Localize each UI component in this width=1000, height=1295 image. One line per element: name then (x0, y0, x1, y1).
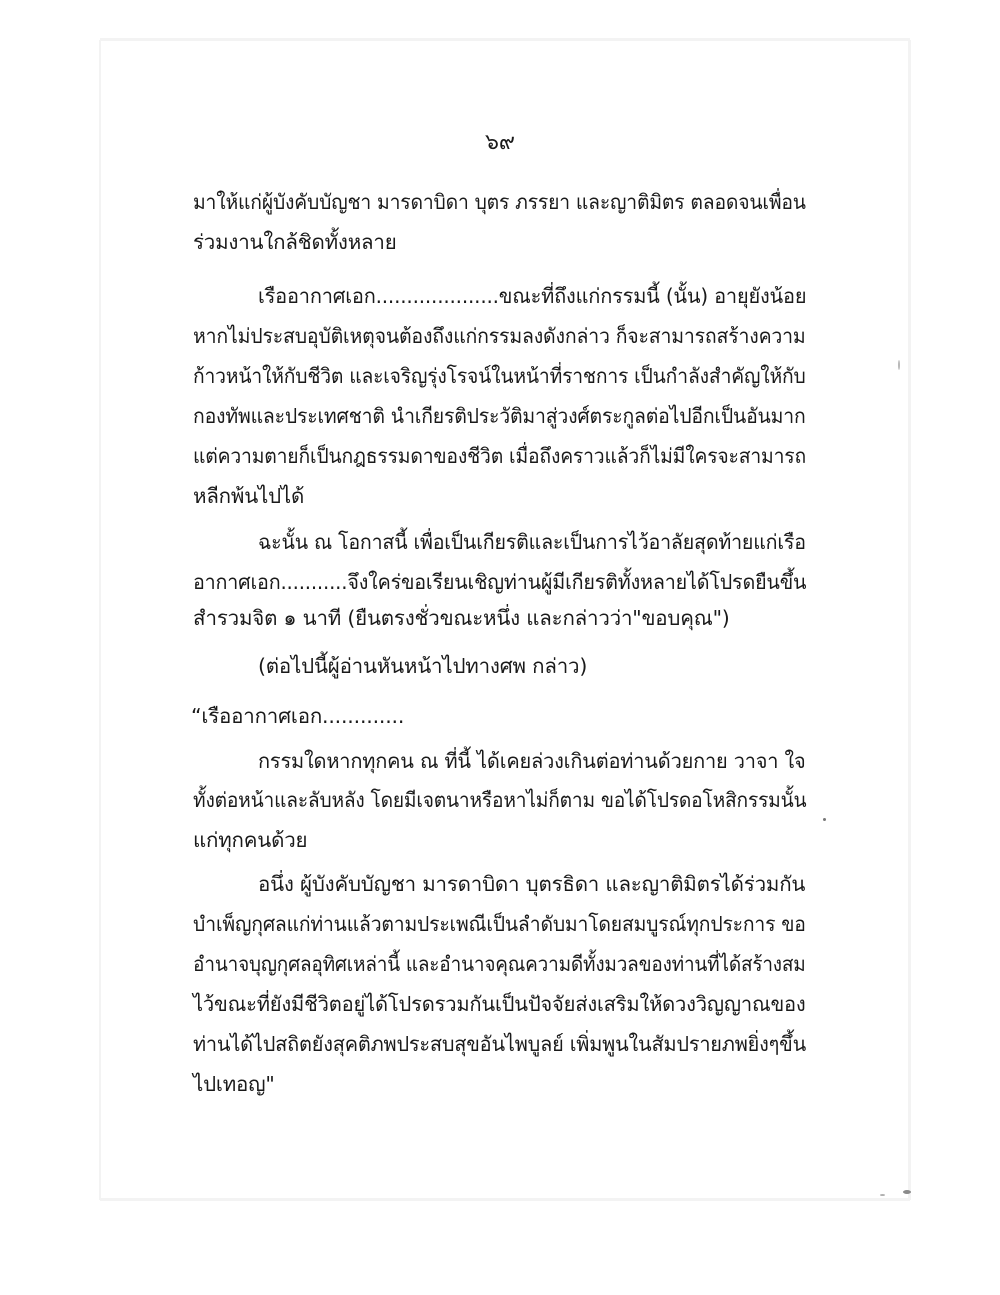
paragraph-7-line-4: ไว้ขณะที่ยังมีชีวิตอยู่ได้โปรดรวมกันเป็นปัจจัยส่งเสริมให้ดวงวิญญาณของ (193, 992, 806, 1016)
paragraph-2-line-2: หากไม่ประสบอุบัติเหตุจนต้องถึงแก่กรรมลงดังกล่าว ก็จะสามารถสร้างความ (193, 324, 806, 348)
paragraph-4-line-1: (ต่อไปนี้ผู้อ่านหันหน้าไปทางศพ กล่าว) (258, 654, 588, 678)
paragraph-1-line-1: มาให้แก่ผู้บังคับบัญชา มารดาบิดา บุตร ภรรยา และญาติมิตร ตลอดจนเพื่อน (193, 190, 806, 214)
paragraph-2-line-5: แต่ความตายก็เป็นกฎธรรมดาของชีวิต เมื่อถึงคราวแล้วก็ไม่มีใครจะสามารถ (193, 444, 806, 468)
paragraph-6-line-3: แก่ทุกคนด้วย (193, 828, 308, 852)
paragraph-3-line-1: ฉะนั้น ณ โอกาสนี้ เพื่อเป็นเกียรติและเป็นการไว้อาลัยสุดท้ายแก่เรือ (258, 530, 806, 554)
scan-edge-right (908, 40, 911, 1200)
scan-edge-left (99, 40, 101, 1200)
scan-speck (898, 360, 900, 370)
paragraph-2-line-4: กองทัพและประเทศชาติ นำเกียรติประวัติมาสู่วงศ์ตระกูลต่อไปอีกเป็นอันมาก (193, 404, 806, 428)
paragraph-3-line-2: อากาศเอก...........จึงใคร่ขอเรียนเชิญท่านผู้มีเกียรติทั้งหลายได้โปรดยืนขึ้น (193, 570, 807, 594)
scan-speck (823, 818, 826, 821)
paragraph-5-line-1: “เรืออากาศเอก............. (191, 704, 405, 728)
paragraph-2-line-3: ก้าวหน้าให้กับชีวิต และเจริญรุ่งโรจน์ในหน้าที่ราชการ เป็นกำลังสำคัญให้กับ (193, 364, 806, 388)
paragraph-7-line-1: อนึ่ง ผู้บังคับบัญชา มารดาบิดา บุตรธิดา และญาติมิตรได้ร่วมกัน (258, 872, 806, 896)
page-number: ๖๙ (484, 130, 516, 155)
paragraph-1-line-2: ร่วมงานใกล้ชิดทั้งหลาย (193, 230, 397, 254)
paragraph-6-line-1: กรรมใดหากทุกคน ณ ที่นี้ ได้เคยล่วงเกินต่อท่านด้วยกาย วาจา ใจ (258, 749, 806, 773)
scan-speck (880, 1194, 885, 1196)
paragraph-7-line-6: ไปเทอญ" (193, 1072, 275, 1096)
paragraph-2-line-6: หลีกพ้นไปได้ (193, 484, 305, 508)
scan-edge-bottom (100, 1198, 910, 1201)
scan-speck (903, 1190, 911, 1194)
paragraph-7-line-2: บำเพ็ญกุศลแก่ท่านแล้วตามประเพณีเป็นลำดับมาโดยสมบูรณ์ทุกประการ ขอ (193, 912, 806, 936)
paragraph-6-line-2: ทั้งต่อหน้าและลับหลัง โดยมีเจตนาหรือหาไม่ก็ตาม ขอได้โปรดอโหสิกรรมนั้น (193, 788, 807, 812)
paragraph-7-line-5: ท่านได้ไปสถิตยังสุคติภพประสบสุขอันไพบูลย์ เพิ่มพูนในสัมปรายภพยิ่งๆขึ้น (193, 1032, 807, 1056)
paragraph-2-line-1: เรืออากาศเอก....................ขณะที่ถึงแก่กรรมนี้ (นั้น) อายุยังน้อย (258, 284, 807, 308)
paragraph-3-line-3: สำรวมจิต ๑ นาที (ยืนตรงชั่วขณะหนึ่ง และกล่าวว่า"ขอบคุณ") (193, 606, 730, 630)
scan-edge-top (100, 38, 910, 41)
paragraph-7-line-3: อำนาจบุญกุศลอุทิศเหล่านี้ และอำนาจคุณความดีทั้งมวลของท่านที่ได้สร้างสม (193, 952, 806, 976)
